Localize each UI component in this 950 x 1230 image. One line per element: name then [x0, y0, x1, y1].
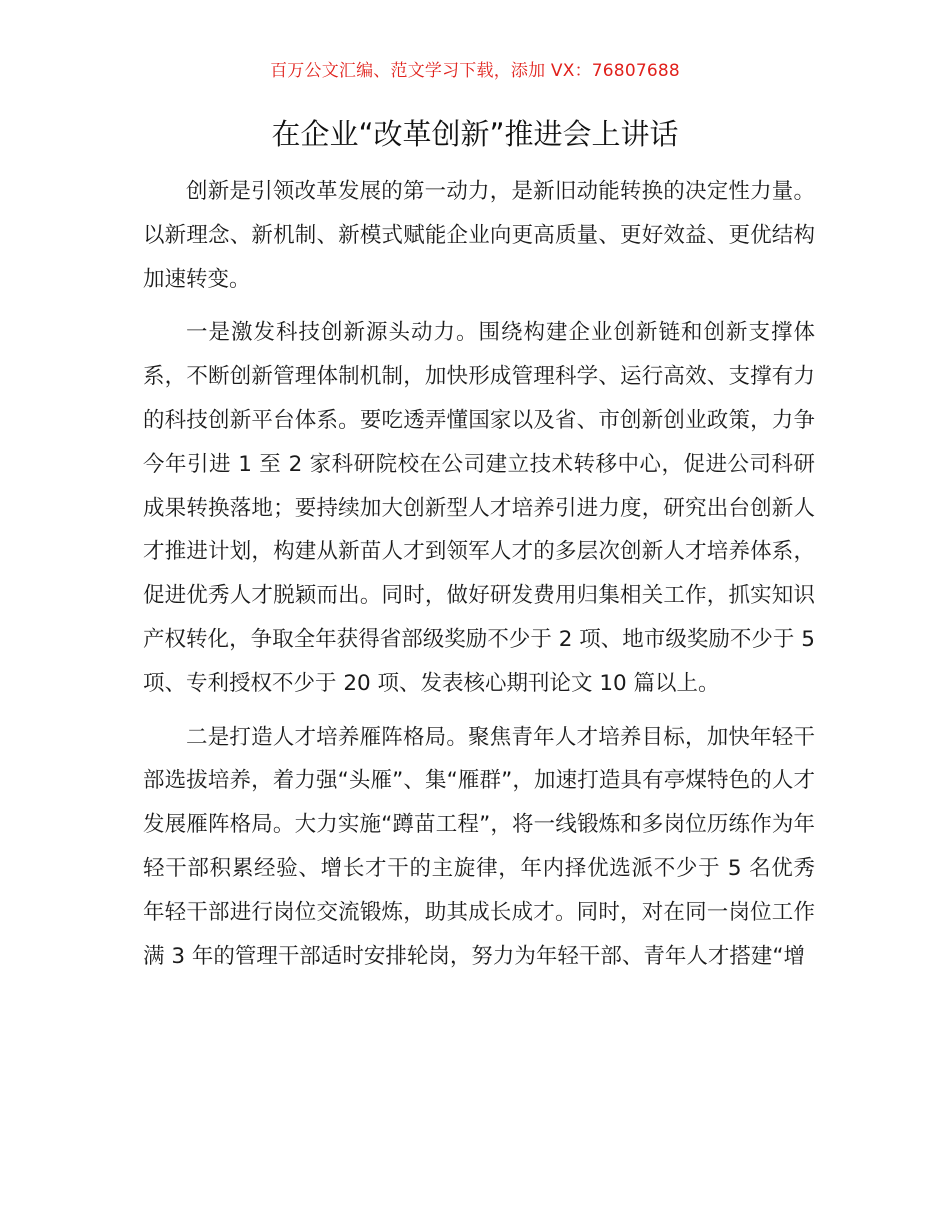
paragraph-talent-cultivation: 二是打造人才培养雁阵格局。聚焦青年人才培养目标，加快年轻干部选拔培养，着力强“头雁”、集“雁群”，加速打造具有亭煤特色的人才发展雁阵格局。大力实施“蹲苗工程”，将一线锻炼和多岗位历练作为年轻干部积累经验、增长才干的主旋律，年内择优选派不少于 5 名优秀年轻干部进行岗位交流锻炼，助其成长成才。同时，对在同一岗位工作满 3 年的管理干部适时安排轮岗，努力为年轻干部、青年人才搭建“增	[143, 724, 815, 969]
watermark-header-note: 百万公文汇编、范文学习下载，添加 VX：76807688	[270, 61, 680, 81]
paragraph-intro: 创新是引领改革发展的第一动力，是新旧动能转换的决定性力量。以新理念、新机制、新模式赋能企业向更高质量、更好效益、更优结构加速转变。	[143, 179, 815, 292]
paragraph-tech-innovation: 一是激发科技创新源头动力。围绕构建企业创新链和创新支撑体系，不断创新管理体制机制，加快形成管理科学、运行高效、支撑有力的科技创新平台体系。要吃透弄懂国家以及省、市创新创业政策，力争今年引进 1 至 2 家科研院校在公司建立技术转移中心，促进公司科研成果转换落地；要持续加大创新型人才培养引进力度，研究出台创新人才推进计划，构建从新苗人才到领军人才的多层次创新人才培养体系，促进优秀人才脱颖而出。同时，做好研发费用归集相关工作，抓实知识产权转化，争取全年获得省部级奖励不少于 2 项、地市级奖励不少于 5 项、专利授权不少于 20 项、发表核心期刊论文 10 篇以上。	[143, 320, 815, 696]
document-body	[143, 170, 815, 988]
document-title: 在企业“改革创新”推进会上讲话	[271, 117, 679, 151]
